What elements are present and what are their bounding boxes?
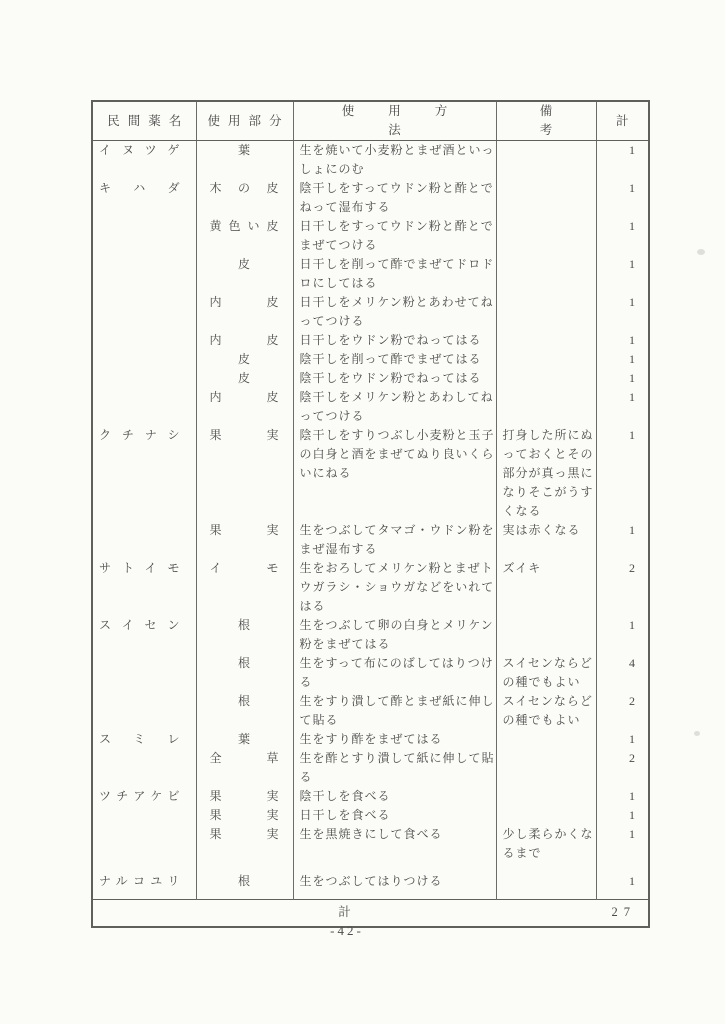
medicine-name-cell: ナルコユリ: [99, 874, 181, 888]
count-cell: 1: [596, 521, 649, 559]
usage-method-cell: 日干しをウドン粉でねってはる: [293, 331, 496, 350]
medicine-name-cell: スミレ: [99, 732, 181, 746]
count-cell: 1: [596, 825, 649, 863]
count-cell: 2: [596, 749, 649, 787]
table-row: [92, 293, 649, 331]
medicine-name-cell: [92, 388, 196, 426]
used-part-cell: 果実: [196, 806, 293, 825]
table-row: [92, 863, 649, 900]
remarks-cell: [496, 863, 596, 900]
table-row: [92, 616, 649, 654]
remarks-cell: ズイキ: [496, 559, 596, 616]
usage-method-cell: 生をすり酢をまぜてはる: [293, 730, 496, 749]
usage-method-cell: 生を焼いて小麦粉とまぜ酒といっしょにのむ: [293, 141, 496, 180]
table-row: [92, 255, 649, 293]
used-part-cell: 根: [196, 616, 293, 654]
table-row: [92, 331, 649, 350]
header-used-part: 使用部分: [196, 101, 293, 141]
medicine-name-cell: [92, 692, 196, 730]
table-row: [92, 692, 649, 730]
count-cell: 1: [596, 179, 649, 217]
medicine-name-cell: [92, 217, 196, 255]
header-row: [92, 101, 649, 141]
remarks-cell: [496, 293, 596, 331]
usage-method-cell: 生を黒焼きにして食べる: [293, 825, 496, 863]
used-part-cell: 全草: [196, 749, 293, 787]
table-body: [92, 141, 649, 900]
used-part-cell: 果実: [196, 825, 293, 863]
usage-method-cell: 日干しを食べる: [293, 806, 496, 825]
medicine-name-cell: イヌツゲ: [99, 143, 181, 157]
usage-method-cell: 生をおろしてメリケン粉とまぜトウガラシ・ショウガなどをいれてはる: [293, 559, 496, 616]
usage-method-cell: 陰干しを削って酢でまぜてはる: [293, 350, 496, 369]
used-part-cell: イモ: [196, 559, 293, 616]
header-medicine-name: 民間薬名: [92, 101, 196, 141]
count-cell: 4: [596, 654, 649, 692]
count-cell: 2: [596, 692, 649, 730]
table-row: [92, 521, 649, 559]
header-usage-method: 使用方法: [293, 101, 496, 141]
usage-method-cell: 日干しを削って酢でまぜてドロドロにしてはる: [293, 255, 496, 293]
count-cell: 1: [596, 350, 649, 369]
medicine-name-cell: クチナシ: [99, 428, 181, 442]
usage-method-cell: 陰干しをウドン粉でねってはる: [293, 369, 496, 388]
remarks-cell: 少し柔らかくなるまで: [496, 825, 596, 863]
usage-method-cell: 生をつぶして卵の白身とメリケン粉をまぜてはる: [293, 616, 496, 654]
remarks-cell: 実は赤くなる: [496, 521, 596, 559]
remarks-cell: [496, 255, 596, 293]
table-row: [92, 141, 649, 180]
count-cell: 1: [596, 369, 649, 388]
remarks-cell: スイセンならどの種でもよい: [496, 654, 596, 692]
count-cell: 1: [596, 331, 649, 350]
table-row: [92, 388, 649, 426]
table-row: [92, 350, 649, 369]
medicine-name-cell: [92, 806, 196, 825]
usage-method-cell: 生を酢とすり潰して紙に伸して貼る: [293, 749, 496, 787]
medicine-name-cell: [92, 749, 196, 787]
remarks-cell: 打身した所にぬっておくとその部分が真っ黒になりそこがうすくなる: [496, 426, 596, 521]
usage-method-cell: 生をすって布にのばしてはりつける: [293, 654, 496, 692]
table-row: [92, 654, 649, 692]
used-part-cell: 内皮: [196, 388, 293, 426]
count-cell: 1: [596, 863, 649, 900]
usage-method-cell: 生をすり潰して酢とまぜ紙に伸して貼る: [293, 692, 496, 730]
remarks-cell: [496, 179, 596, 217]
usage-method-cell: 陰干しをすってウドン粉と酢とでねって湿布する: [293, 179, 496, 217]
used-part-cell: 皮: [196, 350, 293, 369]
usage-method-cell: 陰干しをすりつぶし小麦粉と玉子の白身と酒をまぜてぬり良いくらいにねる: [293, 426, 496, 521]
medicine-name-cell: ツチアケビ: [99, 789, 181, 803]
medicine-name-cell: [92, 255, 196, 293]
used-part-cell: 果実: [196, 521, 293, 559]
used-part-cell: 葉: [196, 141, 293, 180]
used-part-cell: 果実: [196, 787, 293, 806]
page-number: -42-: [330, 923, 364, 938]
count-cell: 1: [596, 806, 649, 825]
usage-method-cell: 日干しをすってウドン粉と酢とでまぜてつける: [293, 217, 496, 255]
used-part-cell: 葉: [196, 730, 293, 749]
used-part-cell: 根: [196, 692, 293, 730]
remarks-cell: [496, 616, 596, 654]
remarks-cell: [496, 141, 596, 180]
scan-artifact: [697, 249, 705, 255]
table-row: [92, 730, 649, 749]
table-header: [92, 101, 649, 141]
remarks-cell: [496, 806, 596, 825]
table-row: [92, 749, 649, 787]
medicine-name-cell: サトイモ: [99, 561, 181, 575]
remarks-cell: [496, 331, 596, 350]
folk-medicine-table: [91, 100, 650, 928]
remarks-cell: [496, 217, 596, 255]
count-cell: 1: [596, 293, 649, 331]
table-row: [92, 559, 649, 616]
used-part-cell: 果実: [196, 426, 293, 521]
table-row: [92, 179, 649, 217]
count-cell: 1: [596, 426, 649, 521]
usage-method-cell: 陰干しを食べる: [293, 787, 496, 806]
medicine-name-cell: [92, 369, 196, 388]
table-row: [92, 426, 649, 521]
used-part-cell: 根: [196, 863, 293, 900]
table-row: [92, 217, 649, 255]
count-cell: 1: [596, 388, 649, 426]
count-cell: 1: [596, 141, 649, 180]
table-row: [92, 787, 649, 806]
medicine-name-cell: [92, 825, 196, 863]
medicine-name-cell: [92, 350, 196, 369]
remarks-cell: [496, 730, 596, 749]
medicine-name-cell: キハダ: [99, 181, 181, 195]
used-part-cell: 根: [196, 654, 293, 692]
medicine-name-cell: [92, 331, 196, 350]
used-part-cell: 皮: [196, 255, 293, 293]
usage-method-cell: 陰干しをメリケン粉とあわしてねってつける: [293, 388, 496, 426]
remarks-cell: [496, 369, 596, 388]
total-count: 27: [596, 900, 649, 927]
count-cell: 2: [596, 559, 649, 616]
medicine-name-cell: スイセン: [99, 618, 181, 632]
usage-method-cell: 生をつぶしてタマゴ・ウドン粉をまぜ湿布する: [293, 521, 496, 559]
used-part-cell: 内皮: [196, 293, 293, 331]
count-cell: 1: [596, 730, 649, 749]
remarks-cell: [496, 749, 596, 787]
header-count: 計: [596, 101, 649, 141]
medicine-name-cell: [92, 654, 196, 692]
count-cell: 1: [596, 616, 649, 654]
medicine-name-cell: [92, 521, 196, 559]
used-part-cell: 内皮: [196, 331, 293, 350]
medicine-name-cell: [92, 293, 196, 331]
table-row: [92, 825, 649, 863]
remarks-cell: スイセンならどの種でもよい: [496, 692, 596, 730]
table-row: [92, 806, 649, 825]
header-remarks: 備考: [496, 101, 596, 141]
remarks-cell: [496, 388, 596, 426]
count-cell: 1: [596, 217, 649, 255]
count-cell: 1: [596, 787, 649, 806]
table-row: [92, 369, 649, 388]
remarks-cell: [496, 350, 596, 369]
remarks-cell: [496, 787, 596, 806]
used-part-cell: 黄色い皮: [196, 217, 293, 255]
usage-method-cell: 日干しをメリケン粉とあわせてねってつける: [293, 293, 496, 331]
used-part-cell: 皮: [196, 369, 293, 388]
total-label: 計: [92, 900, 596, 927]
scan-artifact: [694, 731, 700, 736]
usage-method-cell: 生をつぶしてはりつける: [293, 863, 496, 900]
count-cell: 1: [596, 255, 649, 293]
used-part-cell: 木の皮: [196, 179, 293, 217]
